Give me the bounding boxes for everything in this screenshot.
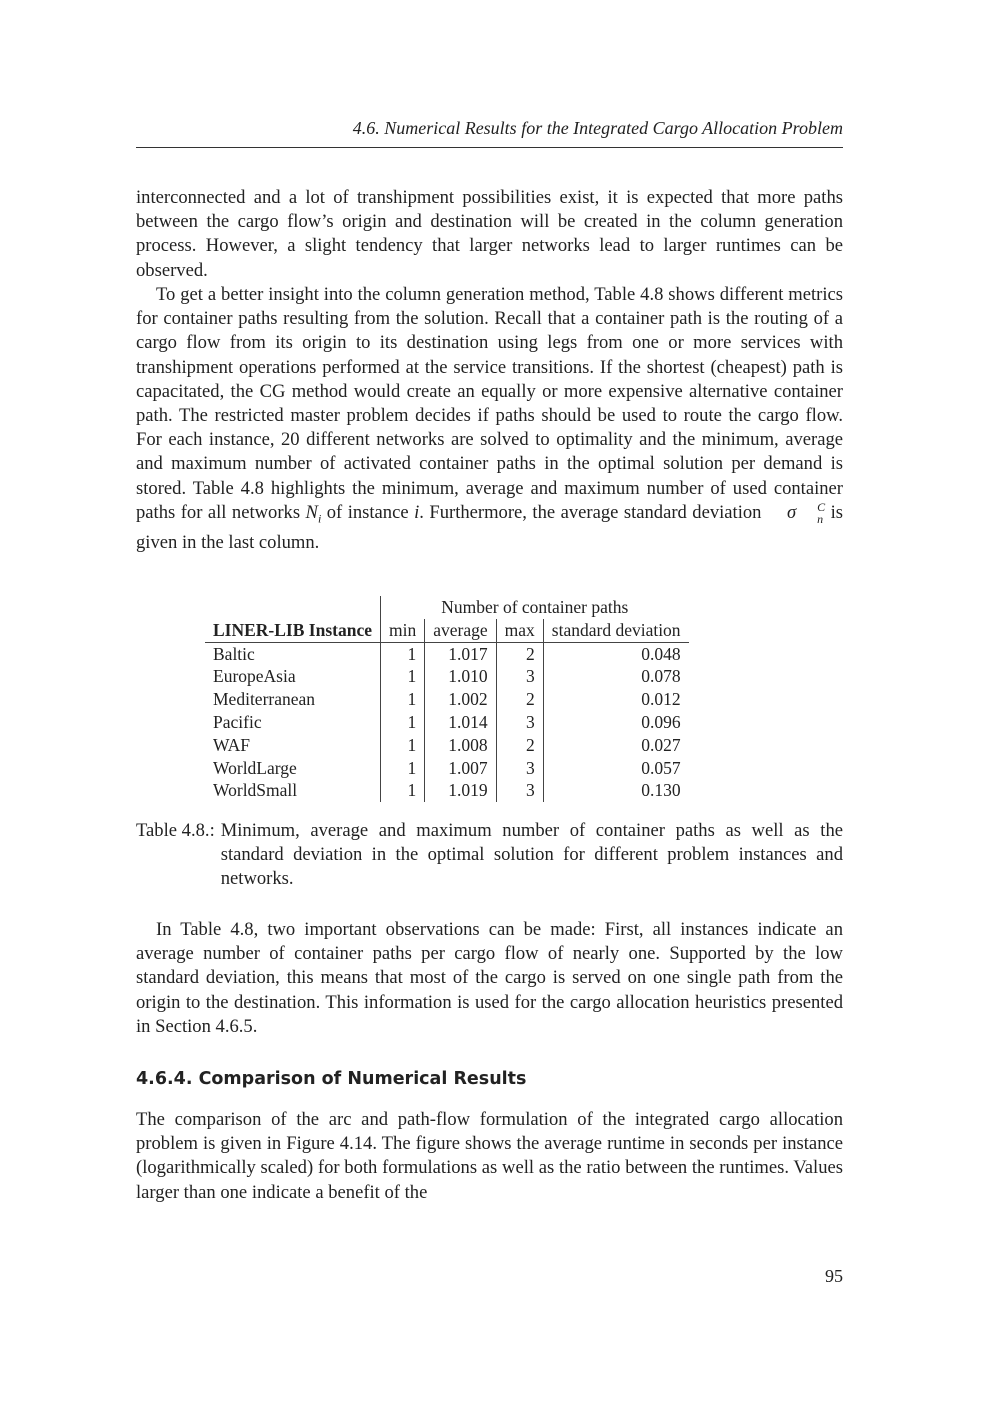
paragraph-2-text-a: To get a better insight into the column generation method, Table 4.8 shows different metrics for container paths resulting from the solution. Recall that a container path is the routing of a cargo flow from its origin to its destination using legs from one or more services with transhipment operations performed at the service transitions. If the shortest (cheapest) path is capacitated, the CG method would create an equally or more expensive alternative container path. The restricted master problem decides if paths should be used to route the cargo flow. For each instance, 20 different networks are solved to optimality and the minimum, average and maximum number of activated container paths in the optimal solution per demand is stored. Table 4.8 highlights the minimum, average and maximum number of used container paths for all networks	[136, 284, 843, 523]
caption-label: Table 4.8.:	[136, 820, 215, 841]
header-rule	[136, 147, 843, 148]
caption-text: Minimum, average and maximum number of container paths as well as the standard deviation in the optimal solution for different problem instances and networks.	[220, 820, 843, 890]
cell-max: 2	[496, 734, 543, 757]
cell-average: 1.010	[425, 665, 496, 688]
cell-std: 0.057	[543, 757, 688, 780]
math-sigma-superscript: C	[817, 499, 826, 514]
math-sigma	[767, 501, 825, 525]
cell-average: 1.014	[425, 711, 496, 734]
table-4-8	[205, 596, 689, 802]
cell-instance: Baltic	[213, 643, 255, 664]
col-header-max: max	[496, 619, 543, 642]
cell-std: 0.012	[543, 688, 688, 711]
table-group-header-row	[205, 596, 689, 619]
empty-header-cell	[205, 596, 381, 619]
col-header-min: min	[381, 619, 425, 642]
cell-min: 1	[381, 757, 425, 780]
paragraph-1: interconnected and a lot of transhipment possibilities exist, it is expected that more paths between the cargo flow’s origin and destination will be created in the column generation process. However, a slight tendency that larger networks lead to larger runtimes can be observed.	[136, 187, 843, 281]
page-number: 95	[825, 1266, 843, 1286]
col-header-std: standard deviation	[543, 619, 688, 642]
cell-average: 1.017	[425, 642, 496, 665]
running-header: 4.6. Numerical Results for the Integrated Cargo Allocation Problem	[352, 118, 843, 138]
cell-instance: Pacific	[213, 711, 262, 732]
table-row	[205, 642, 689, 665]
cell-average: 1.002	[425, 688, 496, 711]
cell-min: 1	[381, 688, 425, 711]
cell-max: 3	[496, 711, 543, 734]
paragraph-2-text-d: is given in the last column.	[136, 501, 844, 553]
group-header: Number of container paths	[381, 596, 689, 619]
cell-std: 0.048	[543, 642, 688, 665]
math-sigma-symbol: σ	[786, 501, 797, 523]
col-header-average: average	[425, 619, 496, 642]
table-row	[205, 688, 689, 711]
cell-average: 1.019	[425, 779, 496, 802]
cell-min: 1	[381, 711, 425, 734]
cell-instance: WorldLarge	[213, 757, 297, 778]
math-N-subscript: i	[317, 511, 322, 526]
container-paths-table	[205, 596, 689, 802]
cell-max: 2	[496, 642, 543, 665]
math-i: i	[414, 501, 420, 523]
cell-max: 2	[496, 688, 543, 711]
cell-instance: Mediterranean	[213, 689, 316, 710]
cell-instance: WAF	[213, 734, 250, 755]
col-header-instance: LINER-LIB Instance	[205, 619, 381, 642]
cell-std: 0.096	[543, 711, 688, 734]
cell-std: 0.078	[543, 665, 688, 688]
cell-average: 1.008	[425, 734, 496, 757]
paragraph-2	[136, 283, 843, 555]
paragraph-4: The comparison of the arc and path-flow formulation of the integrated cargo allocation problem is given in Figure 4.14. The figure shows the average runtime in seconds per instance (logarithmically scaled) for both formulations as well as the ratio between the runtimes. Values larger than one indicate a benefit of the	[136, 1109, 843, 1203]
cell-instance: WorldSmall	[213, 780, 298, 801]
math-N-symbol: N	[305, 501, 318, 523]
cell-min: 1	[381, 779, 425, 802]
cell-std: 0.027	[543, 734, 688, 757]
cell-instance: EuropeAsia	[213, 666, 296, 687]
cell-min: 1	[381, 665, 425, 688]
table-caption	[136, 819, 843, 892]
table-row	[205, 779, 689, 802]
cell-average: 1.007	[425, 757, 496, 780]
section-heading: 4.6.4. Comparison of Numerical Results	[136, 1069, 527, 1089]
table-row	[205, 734, 689, 757]
paragraph-3: In Table 4.8, two important observations can be made: First, all instances indicate an average number of container paths per cargo flow of nearly one. Supported by the low standard deviation, this means that most of the cargo is served on one single path from the origin to the destination. This information is used for the cargo allocation heuristics presented in Section 4.6.5.	[136, 919, 843, 1037]
paragraph-2-text-c: . Furthermore, the average standard deviation	[419, 501, 767, 523]
cell-max: 3	[496, 779, 543, 802]
math-N	[305, 501, 322, 526]
table-row	[205, 711, 689, 734]
cell-min: 1	[381, 734, 425, 757]
table-row	[205, 665, 689, 688]
math-sigma-subscript: n	[817, 511, 824, 526]
table-header-row	[205, 619, 689, 642]
cell-max: 3	[496, 757, 543, 780]
cell-min: 1	[381, 642, 425, 665]
paragraph-2-text-b: of instance	[321, 501, 415, 523]
table-row	[205, 757, 689, 780]
cell-std: 0.130	[543, 779, 688, 802]
cell-max: 3	[496, 665, 543, 688]
